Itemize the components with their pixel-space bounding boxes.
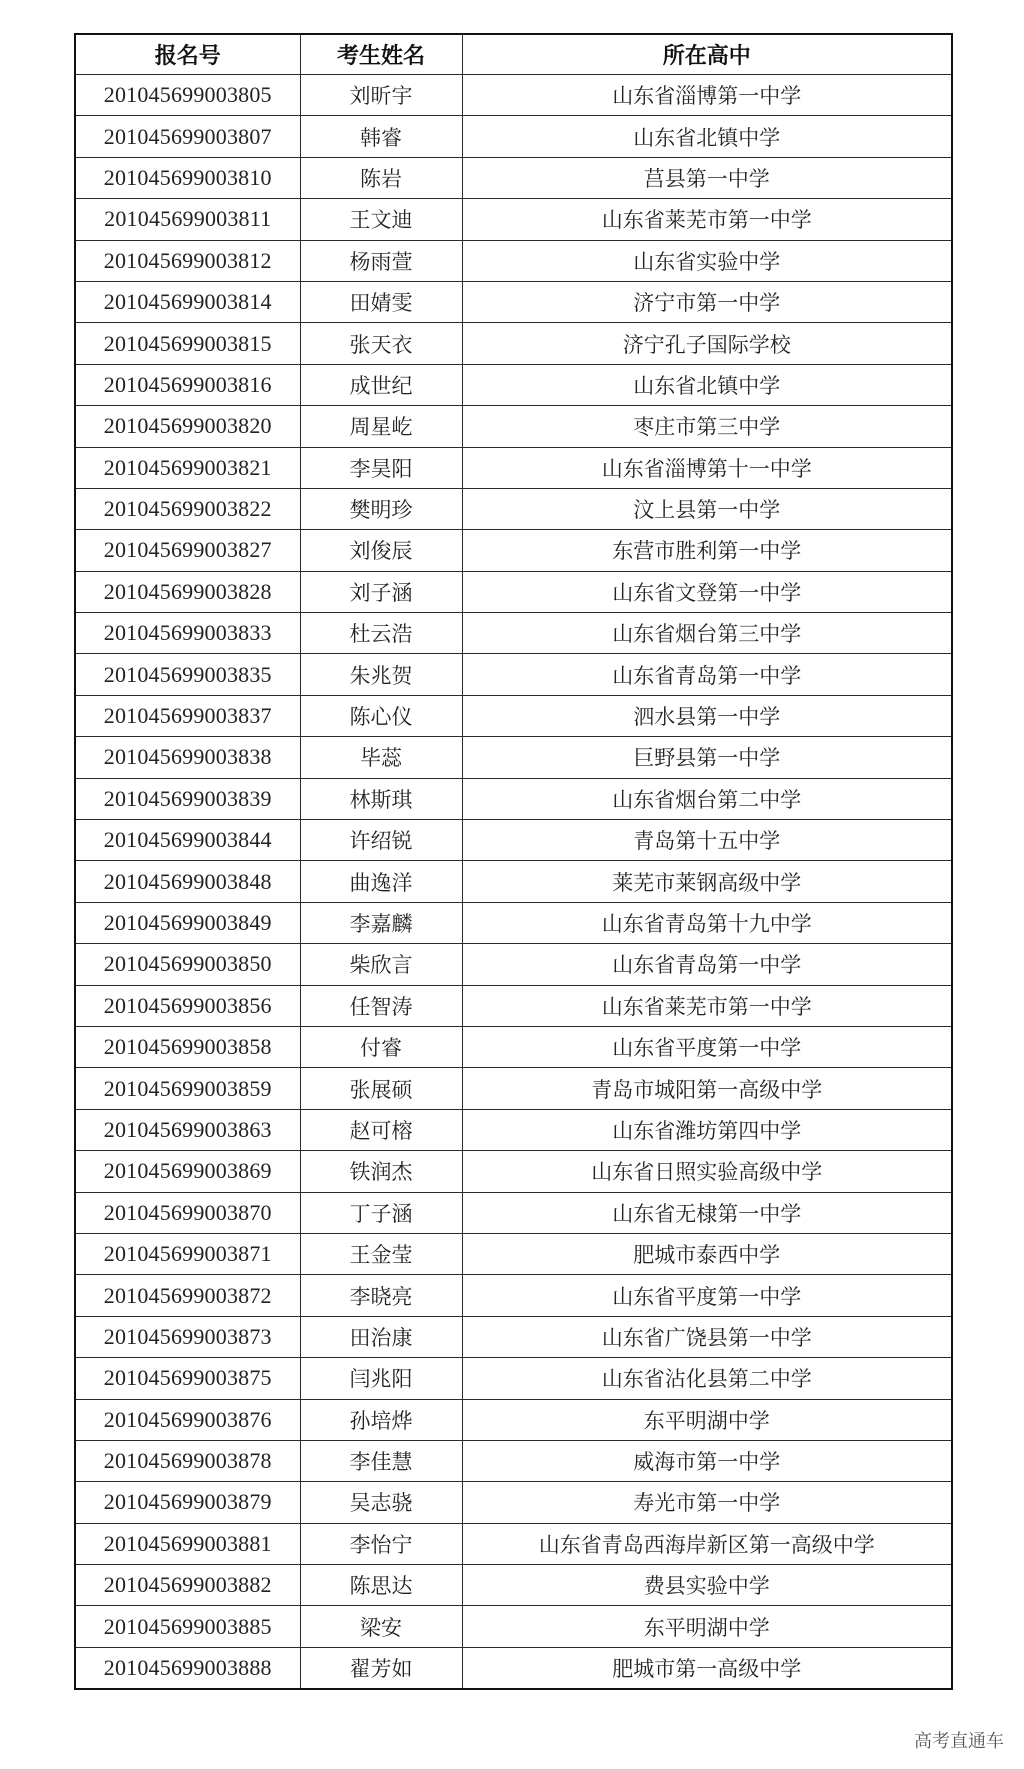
table-row (75, 985, 952, 1026)
table-row (75, 1026, 952, 1067)
table-row (75, 1440, 952, 1481)
registration-number-cell: 201045699003807 (75, 116, 300, 157)
table-row (75, 199, 952, 240)
table-row (75, 1399, 952, 1440)
registration-number-cell: 201045699003812 (75, 240, 300, 281)
high-school-cell: 莒县第一中学 (462, 157, 952, 198)
table-row (75, 1151, 952, 1192)
table-row (75, 1275, 952, 1316)
candidate-name-cell: 刘昕宇 (300, 75, 462, 116)
high-school-cell: 山东省北镇中学 (462, 116, 952, 157)
high-school-cell: 山东省文登第一中学 (462, 571, 952, 612)
candidate-name-cell: 李嘉麟 (300, 902, 462, 943)
high-school-cell: 山东省日照实验高级中学 (462, 1151, 952, 1192)
high-school-cell: 济宁市第一中学 (462, 281, 952, 322)
high-school-cell: 泗水县第一中学 (462, 695, 952, 736)
table-row (75, 364, 952, 405)
high-school-cell: 山东省平度第一中学 (462, 1275, 952, 1316)
high-school-cell: 山东省青岛第一中学 (462, 944, 952, 985)
high-school-cell: 肥城市泰西中学 (462, 1233, 952, 1274)
candidate-name-cell: 杨雨萱 (300, 240, 462, 281)
table-row (75, 75, 952, 116)
high-school-cell: 山东省莱芜市第一中学 (462, 985, 952, 1026)
table-row (75, 1523, 952, 1564)
high-school-cell: 济宁孔子国际学校 (462, 323, 952, 364)
high-school-cell: 山东省青岛第十九中学 (462, 902, 952, 943)
candidate-name-cell: 周星屹 (300, 406, 462, 447)
high-school-cell: 山东省实验中学 (462, 240, 952, 281)
high-school-cell: 山东省北镇中学 (462, 364, 952, 405)
table-row (75, 654, 952, 695)
registration-number-cell: 201045699003863 (75, 1109, 300, 1150)
table-row (75, 1192, 952, 1233)
high-school-cell: 汶上县第一中学 (462, 488, 952, 529)
registration-number-cell: 201045699003872 (75, 1275, 300, 1316)
candidate-name-cell: 铁润杰 (300, 1151, 462, 1192)
candidate-name-cell: 陈心仪 (300, 695, 462, 736)
registration-number-cell: 201045699003811 (75, 199, 300, 240)
candidate-name-cell: 田婧雯 (300, 281, 462, 322)
registration-number-cell: 201045699003876 (75, 1399, 300, 1440)
table-row (75, 1565, 952, 1606)
registration-number-cell: 201045699003882 (75, 1565, 300, 1606)
table-row (75, 737, 952, 778)
candidate-name-cell: 梁安 (300, 1606, 462, 1647)
high-school-cell: 山东省青岛西海岸新区第一高级中学 (462, 1523, 952, 1564)
registration-number-cell: 201045699003879 (75, 1482, 300, 1523)
table-row (75, 240, 952, 281)
candidate-name-cell: 李晓亮 (300, 1275, 462, 1316)
candidate-name-cell: 韩睿 (300, 116, 462, 157)
header-candidate-name: 考生姓名 (300, 34, 462, 75)
high-school-cell: 青岛第十五中学 (462, 820, 952, 861)
candidate-name-cell: 刘俊辰 (300, 530, 462, 571)
candidate-name-cell: 田治康 (300, 1316, 462, 1357)
high-school-cell: 莱芜市莱钢高级中学 (462, 861, 952, 902)
table-row (75, 571, 952, 612)
registration-number-cell: 201045699003881 (75, 1523, 300, 1564)
candidate-name-cell: 张天衣 (300, 323, 462, 364)
candidate-name-cell: 李怡宁 (300, 1523, 462, 1564)
table-row (75, 1109, 952, 1150)
registration-number-cell: 201045699003815 (75, 323, 300, 364)
registration-number-cell: 201045699003820 (75, 406, 300, 447)
registration-number-cell: 201045699003849 (75, 902, 300, 943)
registration-number-cell: 201045699003850 (75, 944, 300, 985)
registration-number-cell: 201045699003821 (75, 447, 300, 488)
table-row (75, 116, 952, 157)
table-body (75, 75, 952, 1690)
candidate-name-cell: 毕蕊 (300, 737, 462, 778)
registration-number-cell: 201045699003839 (75, 778, 300, 819)
high-school-cell: 东平明湖中学 (462, 1399, 952, 1440)
registration-number-cell: 201045699003858 (75, 1026, 300, 1067)
candidate-name-cell: 曲逸洋 (300, 861, 462, 902)
registration-number-cell: 201045699003844 (75, 820, 300, 861)
table-row (75, 406, 952, 447)
high-school-cell: 山东省烟台第二中学 (462, 778, 952, 819)
candidate-name-cell: 吴志骁 (300, 1482, 462, 1523)
candidate-name-cell: 李佳慧 (300, 1440, 462, 1481)
table-row (75, 1647, 952, 1689)
table-row (75, 695, 952, 736)
registration-number-cell: 201045699003875 (75, 1358, 300, 1399)
registration-number-cell: 201045699003888 (75, 1647, 300, 1689)
table-row (75, 1233, 952, 1274)
high-school-cell: 费县实验中学 (462, 1565, 952, 1606)
table-row (75, 861, 952, 902)
candidate-name-cell: 王金莹 (300, 1233, 462, 1274)
high-school-cell: 东平明湖中学 (462, 1606, 952, 1647)
table-row (75, 613, 952, 654)
candidate-name-cell: 刘子涵 (300, 571, 462, 612)
table-row (75, 281, 952, 322)
header-row (75, 34, 952, 75)
table-row (75, 944, 952, 985)
header-high-school: 所在高中 (462, 34, 952, 75)
high-school-cell: 青岛市城阳第一高级中学 (462, 1068, 952, 1109)
registration-number-cell: 201045699003833 (75, 613, 300, 654)
high-school-cell: 山东省沾化县第二中学 (462, 1358, 952, 1399)
registration-number-cell: 201045699003873 (75, 1316, 300, 1357)
table-row (75, 1482, 952, 1523)
high-school-cell: 东营市胜利第一中学 (462, 530, 952, 571)
registration-number-cell: 201045699003805 (75, 75, 300, 116)
candidate-name-cell: 成世纪 (300, 364, 462, 405)
candidate-name-cell: 张展硕 (300, 1068, 462, 1109)
registration-number-cell: 201045699003835 (75, 654, 300, 695)
high-school-cell: 山东省淄博第一中学 (462, 75, 952, 116)
candidate-name-cell: 翟芳如 (300, 1647, 462, 1689)
candidate-name-cell: 林斯琪 (300, 778, 462, 819)
table-row (75, 447, 952, 488)
candidate-name-cell: 闫兆阳 (300, 1358, 462, 1399)
high-school-cell: 枣庄市第三中学 (462, 406, 952, 447)
watermark: 高考直通车 (914, 1731, 1004, 1752)
candidate-name-cell: 陈岩 (300, 157, 462, 198)
high-school-cell: 山东省青岛第一中学 (462, 654, 952, 695)
candidate-name-cell: 杜云浩 (300, 613, 462, 654)
high-school-cell: 山东省潍坊第四中学 (462, 1109, 952, 1150)
table-row (75, 157, 952, 198)
candidate-name-cell: 赵可榕 (300, 1109, 462, 1150)
high-school-cell: 肥城市第一高级中学 (462, 1647, 952, 1689)
candidate-name-cell: 朱兆贺 (300, 654, 462, 695)
table-row (75, 778, 952, 819)
high-school-cell: 山东省无棣第一中学 (462, 1192, 952, 1233)
high-school-cell: 山东省烟台第三中学 (462, 613, 952, 654)
registration-number-cell: 201045699003838 (75, 737, 300, 778)
high-school-cell: 山东省淄博第十一中学 (462, 447, 952, 488)
admission-list-table (74, 33, 953, 1690)
registration-number-cell: 201045699003827 (75, 530, 300, 571)
registration-number-cell: 201045699003870 (75, 1192, 300, 1233)
registration-number-cell: 201045699003869 (75, 1151, 300, 1192)
candidate-name-cell: 柴欣言 (300, 944, 462, 985)
registration-number-cell: 201045699003871 (75, 1233, 300, 1274)
registration-number-cell: 201045699003859 (75, 1068, 300, 1109)
registration-number-cell: 201045699003856 (75, 985, 300, 1026)
candidate-name-cell: 孙培烨 (300, 1399, 462, 1440)
registration-number-cell: 201045699003848 (75, 861, 300, 902)
registration-number-cell: 201045699003837 (75, 695, 300, 736)
candidate-name-cell: 樊明珍 (300, 488, 462, 529)
candidate-name-cell: 许绍锐 (300, 820, 462, 861)
registration-number-cell: 201045699003822 (75, 488, 300, 529)
candidate-name-cell: 陈思达 (300, 1565, 462, 1606)
table-row (75, 323, 952, 364)
registration-number-cell: 201045699003814 (75, 281, 300, 322)
registration-number-cell: 201045699003828 (75, 571, 300, 612)
candidate-name-cell: 李昊阳 (300, 447, 462, 488)
table-row (75, 488, 952, 529)
high-school-cell: 山东省广饶县第一中学 (462, 1316, 952, 1357)
candidate-name-cell: 任智涛 (300, 985, 462, 1026)
table-row (75, 820, 952, 861)
high-school-cell: 威海市第一中学 (462, 1440, 952, 1481)
registration-number-cell: 201045699003885 (75, 1606, 300, 1647)
table-row (75, 1358, 952, 1399)
table-row (75, 902, 952, 943)
high-school-cell: 山东省莱芜市第一中学 (462, 199, 952, 240)
high-school-cell: 山东省平度第一中学 (462, 1026, 952, 1067)
registration-number-cell: 201045699003878 (75, 1440, 300, 1481)
table-row (75, 530, 952, 571)
registration-number-cell: 201045699003810 (75, 157, 300, 198)
table-header (75, 34, 952, 75)
candidate-name-cell: 付睿 (300, 1026, 462, 1067)
header-registration-number: 报名号 (75, 34, 300, 75)
candidate-name-cell: 丁子涵 (300, 1192, 462, 1233)
table-row (75, 1316, 952, 1357)
registration-number-cell: 201045699003816 (75, 364, 300, 405)
table-row (75, 1068, 952, 1109)
high-school-cell: 寿光市第一中学 (462, 1482, 952, 1523)
candidate-name-cell: 王文迪 (300, 199, 462, 240)
high-school-cell: 巨野县第一中学 (462, 737, 952, 778)
table-row (75, 1606, 952, 1647)
